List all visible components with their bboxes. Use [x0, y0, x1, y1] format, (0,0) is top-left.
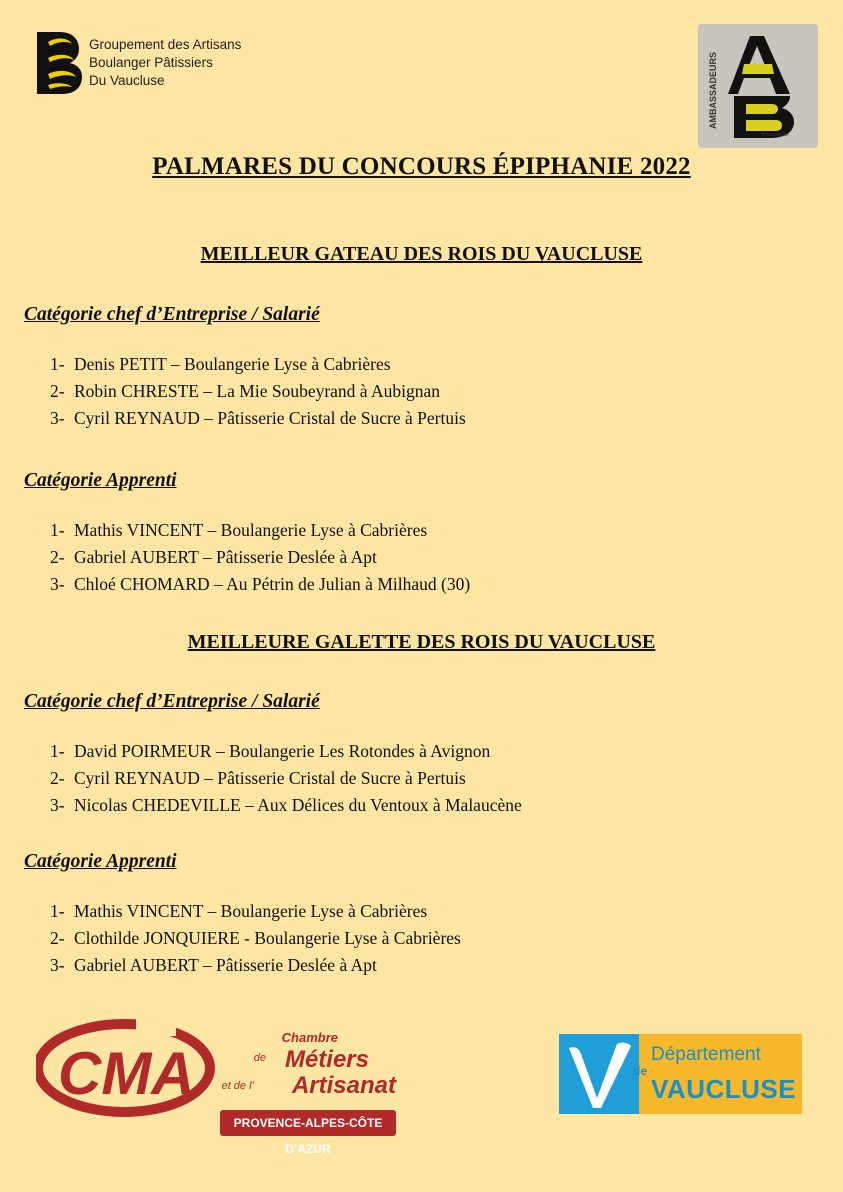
org-name-line3: Du Vaucluse [89, 73, 165, 88]
entry-text: Denis PETIT – Boulangerie Lyse à Cabrières [74, 354, 391, 374]
rank-number: 1- [50, 901, 65, 921]
list-item [50, 952, 461, 979]
entry-text: Gabriel AUBERT – Pâtisserie Deslée à Apt [74, 547, 377, 567]
cma-logo [36, 1018, 396, 1156]
rank-number: 2- [50, 381, 65, 401]
vaucluse-department-label: Département [651, 1044, 761, 1065]
cma-mark-text: CMA [58, 1040, 195, 1107]
category-label: Catégorie Apprenti [24, 470, 177, 491]
ranking-list [50, 898, 461, 979]
list-item [50, 544, 470, 571]
ranking-list [50, 738, 522, 819]
list-item [50, 517, 470, 544]
org-name-line1: Groupement des Artisans [89, 37, 242, 52]
list-item [50, 378, 466, 405]
entry-text: Cyril REYNAUD – Pâtisserie Cristal de Sucre à Pertuis [74, 768, 466, 788]
list-item [50, 925, 461, 952]
entry-text: David POIRMEUR – Boulangerie Les Rotondes à Avignon [74, 741, 491, 761]
list-item [50, 351, 466, 378]
list-item [50, 405, 466, 432]
cma-line1: Chambre [281, 1030, 338, 1045]
ab-logo-icon [698, 24, 818, 148]
list-item [50, 792, 522, 819]
cma-region-band: PROVENCE-ALPES-CÔTE D’AZUR [220, 1110, 396, 1136]
rank-number: 1- [50, 520, 65, 540]
vaucluse-logo [559, 1034, 802, 1114]
entry-text: Mathis VINCENT – Boulangerie Lyse à Cabrières [74, 901, 428, 921]
vaucluse-name: VAUCLUSE [651, 1074, 797, 1104]
vaucluse-v-icon [559, 1034, 639, 1114]
org-name-line2: Boulanger Pâtissiers [89, 55, 213, 70]
list-item [50, 898, 461, 925]
section-title-gateau: MEILLEUR GATEAU DES ROIS DU VAUCLUSE [200, 243, 643, 265]
rank-number: 2- [50, 768, 65, 788]
ambassadeurs-text: AMBASSADEURS [708, 51, 718, 129]
vaucluse-de: de [633, 1064, 648, 1078]
category-label: Catégorie chef d’Entreprise / Salarié [24, 691, 320, 712]
rank-number: 2- [50, 928, 65, 948]
list-item [50, 738, 522, 765]
rank-number: 3- [50, 408, 65, 428]
rank-number: 3- [50, 795, 65, 815]
bread-b-logo-icon [34, 28, 84, 98]
entry-text: Chloé CHOMARD – Au Pétrin de Julian à Milhaud (30) [74, 574, 471, 594]
entry-text: Gabriel AUBERT – Pâtisserie Deslée à Apt [74, 955, 377, 975]
cma-line2: Métiers [284, 1046, 369, 1073]
rank-number: 3- [50, 574, 65, 594]
rank-number: 1- [50, 354, 65, 374]
cma-line3-small: et de l’ [221, 1080, 254, 1092]
section-title-galette: MEILLEURE GALETTE DES ROIS DU VAUCLUSE [187, 631, 656, 653]
cma-line2-small: de [253, 1052, 266, 1064]
list-item [50, 571, 470, 598]
ranking-list [50, 351, 466, 432]
entry-text: Robin CHRESTE – La Mie Soubeyrand à Aubignan [74, 381, 441, 401]
org-name [89, 36, 241, 90]
org-logo [34, 28, 274, 98]
category-label: Catégorie Apprenti [24, 851, 177, 872]
ambassadeurs-logo [698, 24, 818, 148]
ambassadeurs-sub: Boulangerie [762, 132, 789, 138]
cma-mark-icon [36, 1018, 216, 1118]
page-title: PALMARES DU CONCOURS ÉPIPHANIE 2022 [152, 153, 691, 180]
entry-text: Mathis VINCENT – Boulangerie Lyse à Cabrières [74, 520, 428, 540]
cma-line3: Artisanat [291, 1072, 396, 1099]
rank-number: 1- [50, 741, 65, 761]
rank-number: 2- [50, 547, 65, 567]
rank-number: 3- [50, 955, 65, 975]
ranking-list [50, 517, 470, 598]
entry-text: Cyril REYNAUD – Pâtisserie Cristal de Sucre à Pertuis [74, 408, 466, 428]
entry-text: Nicolas CHEDEVILLE – Aux Délices du Ventoux à Malaucène [74, 795, 522, 815]
entry-text: Clothilde JONQUIERE - Boulangerie Lyse à Cabrières [74, 928, 461, 948]
category-label: Catégorie chef d’Entreprise / Salarié [24, 304, 320, 325]
list-item [50, 765, 522, 792]
